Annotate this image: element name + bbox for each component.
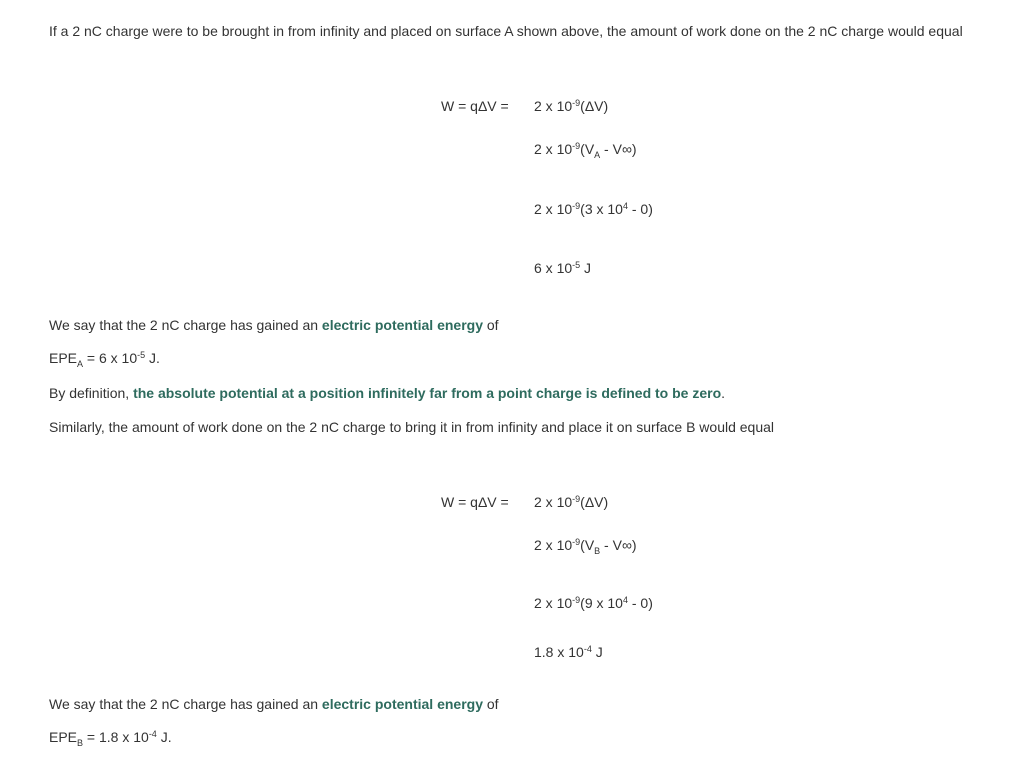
definition-paragraph: By definition, the absolute potential at a position infinitely far from a point charge is defined to be zero. — [49, 385, 726, 401]
epe-b-value: $EPE_B = 1.8$ x $10^{-4}$ J. — [49, 729, 172, 748]
gained-energy-b-paragraph: We say that the 2 nC charge has gained an electric potential energy of — [49, 696, 499, 712]
equation-b-lhs: W = qΔV = — [441, 494, 509, 510]
equation-a-line-2: 2 x $10^{-9}(V_A - V\infty)$ — [534, 141, 637, 160]
electric-potential-energy-term: electric potential energy — [321, 317, 483, 333]
intro-text: If a 2 nC charge were to be brought in from infinity and placed on surface A shown above, the amount of work done on the 2 nC charge would equal — [49, 23, 963, 39]
electric-potential-energy-term: electric potential energy — [321, 696, 483, 712]
gained-energy-a-paragraph: We say that the 2 nC charge has gained an electric potential energy of — [49, 317, 499, 333]
equation-b-result: 1.8 x $10^{-4}$ J — [534, 644, 603, 660]
equation-b-line-1: 2 x $10^{-9}(\Delta V)$ — [534, 494, 609, 510]
equation-b-line-2: 2 x $10^{-9}(V_B - V\infty)$ — [534, 537, 637, 556]
similarly-paragraph: Similarly, the amount of work done on the 2 nC charge to bring it in from infinity and place it on surface B would equal — [49, 419, 775, 435]
equation-a-line-1: 2 x $10^{-9}(\Delta V)$ — [534, 98, 609, 114]
epe-a-value: $EPE_A = 6$ x $10^{-5}$ J. — [49, 350, 160, 369]
equation-b-line-3: 2 x $10^{-9}(9$ x $10^4 - 0$) — [534, 595, 653, 611]
equation-a-line-3: 2 x $10^{-9}(3$ x $10^4 - 0$) — [534, 201, 653, 217]
equation-a-result: 6 x $10^{-5}$ J — [534, 260, 592, 276]
intro-paragraph — [49, 23, 963, 39]
equation-a-lhs: W = qΔV = — [441, 98, 509, 114]
definition-highlight: the absolute potential at a position infinitely far from a point charge is defined to be zero — [133, 385, 722, 401]
